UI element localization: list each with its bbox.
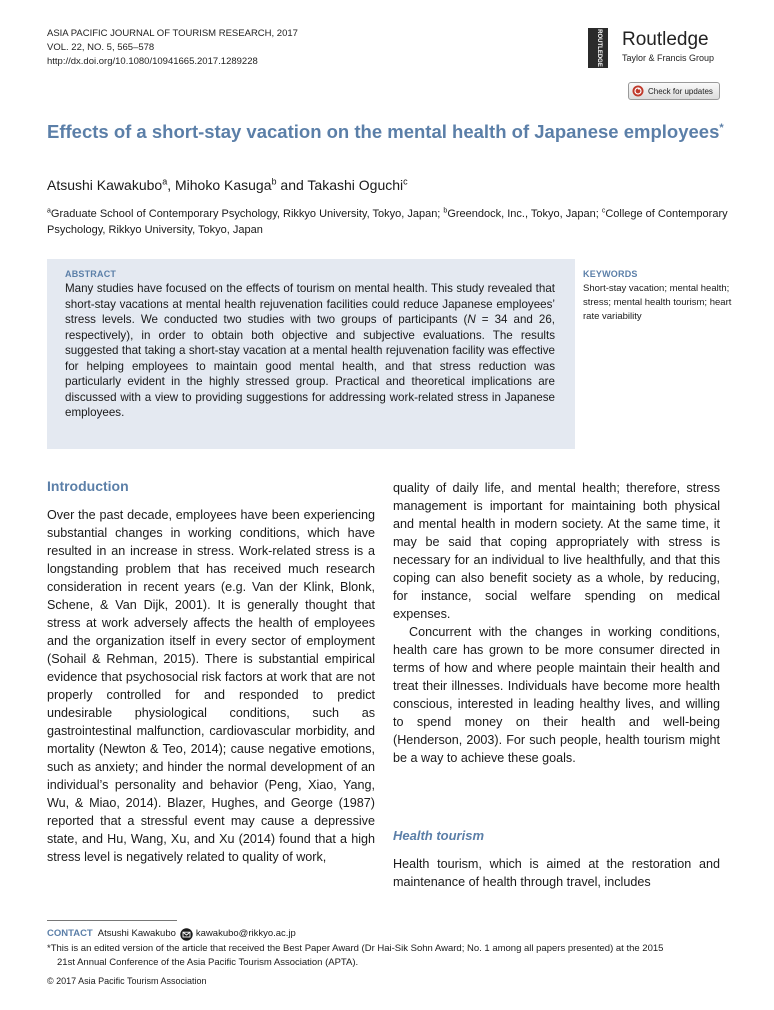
affiliation-text: Graduate School of Contemporary Psychology, Rikkyo University, Tokyo, Japan; <box>50 208 444 220</box>
email-icon <box>180 928 193 941</box>
left-column <box>47 506 375 866</box>
copyright: © 2017 Asia Pacific Tourism Association <box>47 976 207 986</box>
author-separator: and <box>276 177 308 193</box>
introduction-heading: Introduction <box>47 478 129 494</box>
contact-name: Atsushi Kawakubo <box>97 928 176 939</box>
abstract-heading: ABSTRACT <box>65 269 117 279</box>
journal-name: ASIA PACIFIC JOURNAL OF TOURISM RESEARCH, 2017 <box>47 28 298 39</box>
affiliations <box>47 206 737 238</box>
keywords-text: Short-stay vacation; mental health; stress; mental health tourism; heart rate variability <box>583 283 732 322</box>
title-footnote-marker: * <box>719 121 724 134</box>
author-affiliation-marker: c <box>403 176 408 187</box>
contact-label: CONTACT <box>47 928 93 939</box>
author-name: Takashi Oguchi <box>307 177 404 193</box>
journal-info <box>47 27 298 69</box>
contact-email[interactable]: kawakubo@rikkyo.ac.jp <box>195 928 296 939</box>
affiliation-text: College of Contemporary Psychology, Rikkyo University, Tokyo, Japan <box>47 208 728 236</box>
intro-paragraph-1-continued: quality of daily life, and mental health; therefore, stress management is important for maintaining both physical and mental health in modern society. At the same time, it may be said that coping appropriately with stress is necessary for an individual to live healthfully, and that this coping can also benefit society as a whole, by reducing, for instance, social welfare spending on medical expenses. <box>393 481 720 621</box>
article-title <box>47 120 727 143</box>
journal-doi[interactable]: http://dx.doi.org/10.1080/10941665.2017.1289228 <box>47 56 258 67</box>
author-affiliation-marker: b <box>271 176 277 187</box>
affiliation-marker: a <box>47 207 51 215</box>
contact-line <box>47 927 296 941</box>
footnote-line-2: 21st Annual Conference of the Asia Pacific Tourism Association (APTA). <box>57 957 359 968</box>
abstract-sample-symbol: N <box>467 313 476 326</box>
author-list <box>47 176 408 194</box>
logo-wordmark: ROUTLEDGE <box>596 29 602 67</box>
article-title-text: Effects of a short-stay vacation on the mental health of Japanese employees <box>47 121 720 142</box>
routledge-logo-icon <box>588 28 608 68</box>
footnote-line-1: *This is an edited version of the article that received the Best Paper Award (Dr Hai-Sik Sohn Award; No. 1 among all papers presented) at the 2015 <box>47 943 664 954</box>
author-separator: , <box>167 177 175 193</box>
affiliation-text: Greendock, Inc., Tokyo, Japan; <box>447 208 602 220</box>
check-updates-button[interactable] <box>628 82 720 100</box>
author-name: Mihoko Kasuga <box>174 177 272 193</box>
intro-paragraph-2: Concurrent with the changes in working conditions, health care has grown to be more consumer directed in terms of how and where people maintain their health and treat their illnesses. Individuals have become more health conscious, interested in leading healthy lives, and willing to spend money on their health and well-being (Henderson, 2003). For such people, health tourism might be a way to achieve these goals. <box>393 625 720 765</box>
abstract-text-part-1: Many studies have focused on the effects of tourism on mental health. This study revealed that short-stay vacations at mental health rejuvenation facilities could reduce Japanese employees’ stress levels. We conducted two studies with two groups of participants ( <box>65 282 555 326</box>
affiliation-marker: c <box>601 207 606 215</box>
affiliation-marker: b <box>443 207 448 215</box>
right-column <box>393 479 720 767</box>
journal-volume: VOL. 22, NO. 5, 565–578 <box>47 42 155 53</box>
award-footnote <box>47 942 737 970</box>
check-updates-icon <box>632 85 644 97</box>
keywords-heading: KEYWORDS <box>583 269 638 279</box>
health-tourism-heading: Health tourism <box>393 828 485 843</box>
abstract-text-part-2: = 34 and 26, respectively), in order to obtain both objective and subjective evaluations. The results suggested that taking a short-stay vacation at a mental health rejuvenation facility was effective for helping employees to maintain good mental health, and that stress reduction was particularly evident in the highly stressed group. Practical and theoretical implications are discussed with a view to providing suggestions for addressing work-related stress in Japanese employees. <box>65 313 555 419</box>
intro-paragraph-1: Over the past decade, employees have been experiencing substantial changes in working conditions, which have resulted in an increase in stress. Work-related stress is a longstanding problem that has received much research consideration in recent years (e.g. Van der Klink, Blonk, Schene, & Van Dijk, 2001). It is generally thought that stress at work adversely affects the health of employees and the organization itself in every sector of employment (Sohail & Rehman, 2015). There is substantial empirical evidence that psychosocial risk factors at work that are not properly controlled for and responded to predict undesirable physiological conditions, such as gastrointestinal malfunction, cardiovascular morbidity, and mortality (Newton & Teo, 2014); cause negative emotions, such as anxiety; and hinder the normal development of an individual’s personality and behavior (Peng, Xiao, Yang, Wu, & Miao, 2014). Blazer, Hughes, and George (1987) reported that a stressful event may cause a depressive state, and Hu, Wang, Xu, and Xu (2014) found that a high stress level is negatively related to quality of work, <box>47 508 375 864</box>
author-affiliation-marker: a <box>162 176 168 187</box>
check-updates-label: Check for updates <box>648 86 713 96</box>
health-tourism-paragraph: Health tourism, which is aimed at the restoration and maintenance of health through travel, includes <box>393 857 720 889</box>
publisher-tagline: Taylor & Francis Group <box>622 53 715 63</box>
abstract-text <box>65 281 555 421</box>
footer-divider <box>47 920 177 921</box>
publisher-name: Routledge <box>622 29 709 50</box>
author-name: Atsushi Kawakubo <box>47 177 163 193</box>
